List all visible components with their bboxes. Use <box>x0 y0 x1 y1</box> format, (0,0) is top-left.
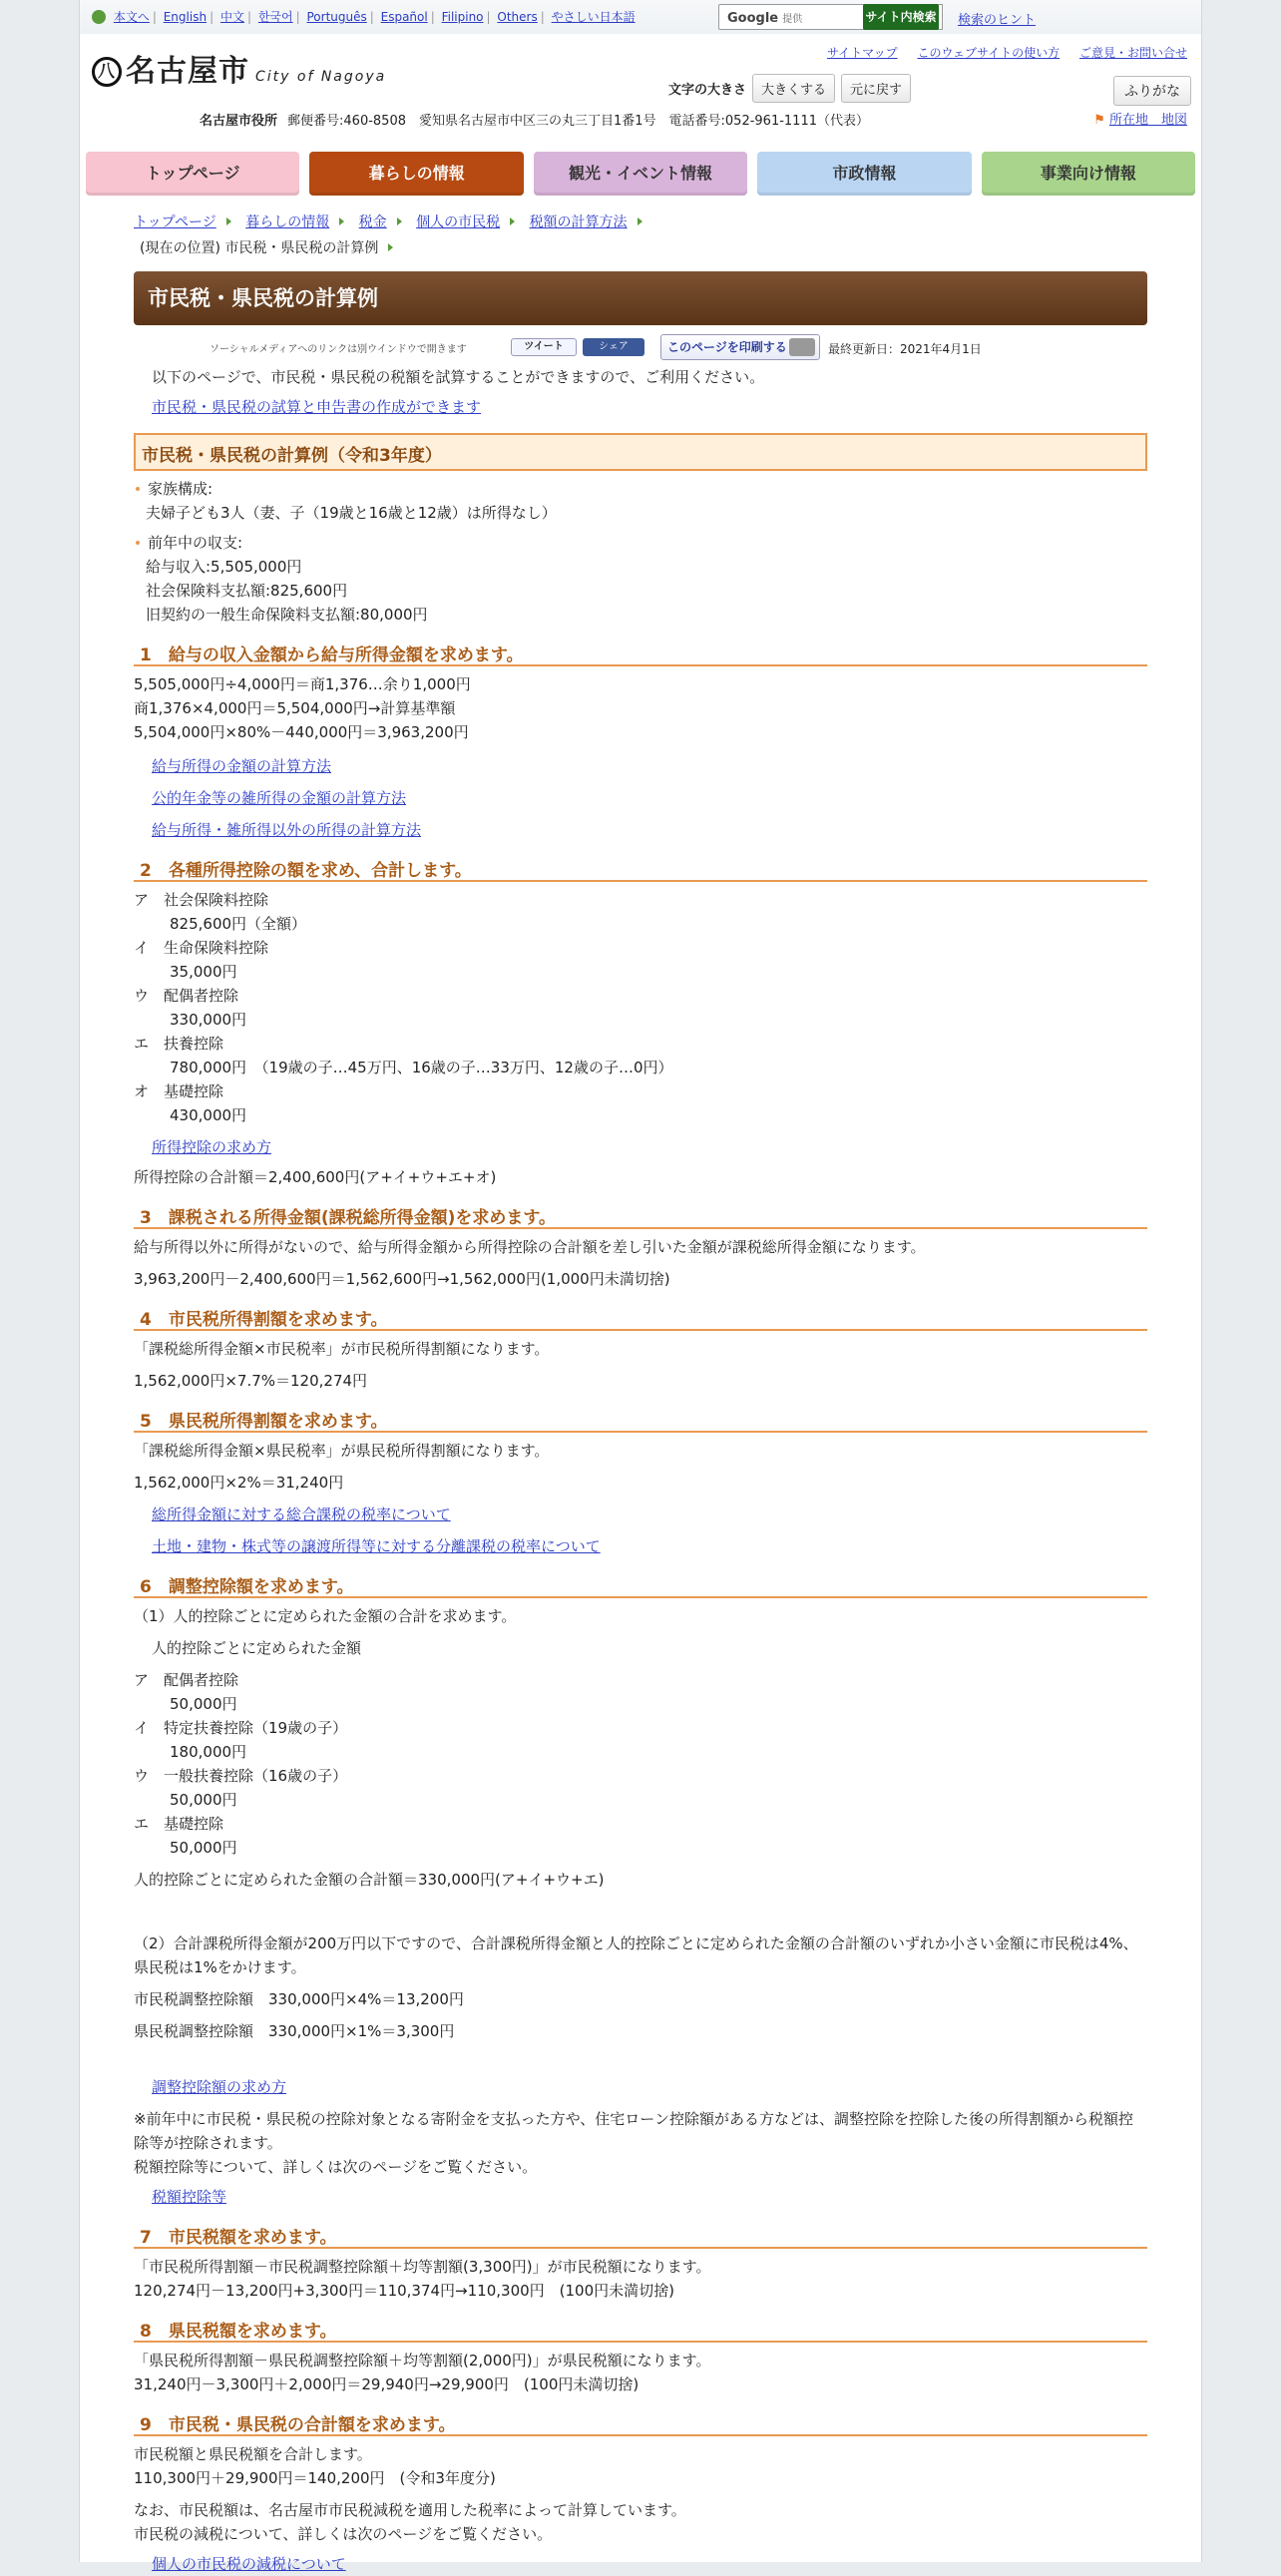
lang-link[interactable]: Filipino <box>441 10 484 24</box>
deduction-item: ウ 一般扶養控除（16歳の子） <box>134 1767 348 1785</box>
nav-citygov[interactable]: 市政情報 <box>757 152 971 196</box>
income-block <box>134 531 1147 627</box>
top-bar <box>80 0 1201 34</box>
font-reset-button[interactable]: 元に戻す <box>841 74 911 103</box>
deduction-item: エ 扶養控除 <box>134 1035 224 1053</box>
step7-body <box>134 2255 1147 2303</box>
font-larger-button[interactable]: 大きくする <box>752 74 835 103</box>
lang-link[interactable]: 中文 <box>219 10 244 24</box>
globe-icon <box>92 10 106 24</box>
deduction-amount: 35,000円 <box>170 963 237 981</box>
deduction-total: 所得控除の合計額＝2,400,600円(ア+イ+ウ+エ+オ) <box>134 1168 497 1186</box>
deduction-item: イ 生命保険料控除 <box>134 939 269 957</box>
step-heading: 4 市民税所得割額を求めます。 <box>134 1305 1147 1331</box>
deduction-amount: 780,000円 （19歳の子…45万円、16歳の子…33万円、12歳の子…0円） <box>170 1059 673 1076</box>
note-text: 市民税の減税について、詳しくは次のページをご覧ください。 <box>134 2525 553 2543</box>
site-logo[interactable] <box>92 46 386 90</box>
search-hint-link[interactable]: 検索のヒント <box>958 13 1037 28</box>
howto-link[interactable]: このウェブサイトの使い方 <box>917 46 1061 60</box>
income-label: 前年中の収支: <box>134 531 1147 555</box>
map-link-text[interactable]: 所在地 地図 <box>1108 113 1187 128</box>
language-links: 本文へ | English | 中文 | 한국어 | Português | Español | Filipino | Others | やさしい日本語 <box>92 8 636 25</box>
nagoya-emblem-icon: 八 <box>92 57 122 87</box>
facebook-share-button[interactable]: シェア <box>583 338 644 356</box>
step-heading: 1 給与の収入金額から給与所得金額を求めます。 <box>134 641 1147 666</box>
deduction-item: イ 特定扶養控除（19歳の子） <box>134 1719 348 1737</box>
map-link[interactable] <box>1093 109 1187 128</box>
breadcrumb-link[interactable]: 暮らしの情報 <box>245 215 330 230</box>
deduction-amount: 430,000円 <box>170 1106 247 1124</box>
link[interactable]: 土地・建物・株式等の譲渡所得等に対する分離課税の税率について <box>152 1537 601 1555</box>
breadcrumb-link[interactable]: トップページ <box>134 215 216 230</box>
calc-line: 市民税調整控除額 330,000円×4%＝13,200円 <box>134 1990 464 2008</box>
calc-line: 商1,376×4,000円＝5,504,000円→計算基準額 <box>134 699 456 717</box>
deduction-item: ウ 配偶者控除 <box>134 987 239 1005</box>
site-search-button[interactable]: サイト内検索 <box>863 4 939 30</box>
lang-link[interactable]: やさしい日本語 <box>551 10 636 24</box>
deduction-amount: 50,000円 <box>170 1839 237 1857</box>
step-text: 「課税総所得金額×市民税率」が市民税所得割額になります。 <box>134 1340 550 1358</box>
lang-link[interactable]: Español <box>380 10 428 24</box>
calc-line: 5,504,000円×80%－440,000円＝3,963,200円 <box>134 723 469 741</box>
step-text: 市民税額と県民税額を合計します。 <box>134 2445 372 2463</box>
deduction-item: ア 配偶者控除 <box>134 1671 239 1689</box>
page-title: 市民税・県民税の計算例 <box>134 271 1147 325</box>
deduction-amount: 50,000円 <box>170 1695 237 1713</box>
lang-link[interactable]: 本文へ <box>113 10 150 24</box>
link[interactable]: 調整控除額の求め方 <box>152 2078 287 2096</box>
step5-body <box>134 1439 1147 1558</box>
calc-line: 5,505,000円÷4,000円＝商1,376…余り1,000円 <box>134 675 471 693</box>
step-subtext: 人的控除ごとに定められた金額 <box>152 1639 362 1657</box>
deduction-amount: 330,000円 <box>170 1011 247 1029</box>
deduction-amount: 50,000円 <box>170 1791 237 1809</box>
note-text: ※前年中に市民税・県民税の控除対象となる寄附金を支払った方や、住宅ローン控除額がある方などは、調整控除を控除した後の所得割額から税額控除等が控除されます。 <box>134 2110 1133 2152</box>
step-heading: 6 調整控除額を求めます。 <box>134 1572 1147 1598</box>
lang-link[interactable]: Others <box>497 10 538 24</box>
lang-link[interactable]: Português <box>306 10 367 24</box>
step-text: 給与所得以外に所得がないので、給与所得金額から所得控除の合計額を差し引いた金額が課税総所得金額になります。 <box>134 1238 926 1256</box>
income-line: 社会保険料支払額:825,600円 <box>146 582 348 600</box>
printer-icon <box>789 338 815 356</box>
intro-text: 以下のページで、市民税・県民税の税額を試算することができますので、ご利用ください。 <box>152 368 765 386</box>
google-label: Google <box>727 11 779 26</box>
deduction-amount: 180,000円 <box>170 1743 247 1761</box>
step-heading: 7 市民税額を求めます。 <box>134 2223 1147 2249</box>
font-size-label: 文字の大きさ <box>668 83 747 98</box>
step1-body <box>134 672 1147 842</box>
office-address <box>200 110 869 129</box>
family-block <box>134 477 1147 525</box>
step6-body <box>134 1604 1147 2209</box>
family-text: 夫婦子ども3人（妻、子（19歳と16歳と12歳）は所得なし） <box>146 504 557 522</box>
nav-living[interactable]: 暮らしの情報 <box>309 152 523 196</box>
print-button[interactable] <box>660 334 820 360</box>
breadcrumb-link[interactable]: 個人の市民税 <box>416 215 501 230</box>
deduction-item: オ 基礎控除 <box>134 1082 224 1100</box>
step-heading: 5 県民税所得割額を求めます。 <box>134 1407 1147 1433</box>
step-text: （2）合計課税所得金額が200万円以下ですので、合計課税所得金額と人的控除ごとに定められた金額の合計額のいずれか小さい金額に市民税は4%、県民税は1%をかけます。 <box>134 1934 1138 1976</box>
step-heading: 9 市民税・県民税の合計額を求めます。 <box>134 2410 1147 2436</box>
link[interactable]: 税額控除等 <box>152 2188 227 2206</box>
tweet-button[interactable]: ツイート <box>511 338 577 356</box>
note-text: なお、市民税額は、名古屋市市民税減税を適用した税率によって計算しています。 <box>134 2501 686 2519</box>
income-line: 旧契約の一般生命保険料支払額:80,000円 <box>146 606 428 624</box>
office-name: 名古屋市役所 <box>200 114 278 129</box>
header <box>80 34 1201 152</box>
step-heading: 2 各種所得控除の額を求め、合計します。 <box>134 856 1147 882</box>
calc-line: 110,300円＋29,900円＝140,200円 (令和3年度分) <box>134 2469 496 2487</box>
main-content <box>80 271 1201 2576</box>
page-meta-bar <box>134 333 1147 361</box>
social-note: ソーシャルメディアへのリンクは別ウインドウで開きます <box>210 344 467 355</box>
link[interactable]: 給与所得・雑所得以外の所得の計算方法 <box>152 821 422 839</box>
step9-body <box>134 2442 1147 2576</box>
deduction-item: ア 社会保険料控除 <box>134 891 269 909</box>
print-label: このページを印刷する <box>667 340 787 354</box>
link[interactable]: 個人の市民税の減税について <box>152 2555 346 2573</box>
utility-links <box>811 44 1187 61</box>
search-placeholder: 提供 <box>782 14 803 25</box>
address-text: 郵便番号:460-8508 愛知県名古屋市中区三の丸三丁目1番1号 電話番号:052-961-1111（代表） <box>287 114 869 129</box>
logo-en: City of Nagoya <box>255 69 387 85</box>
step-text: 「市民税所得割額－市民税調整控除額＋均等割額(3,300円)」が市民税額になります。 <box>134 2258 711 2276</box>
calc-line: 3,963,200円－2,400,600円＝1,562,600円→1,562,000円(1,000円未満切捨) <box>134 1270 670 1288</box>
calc-line: 31,240円－3,300円＋2,000円＝29,940円→29,900円 (100円未満切捨) <box>134 2375 640 2393</box>
deduction-amount: 825,600円（全額） <box>170 915 307 933</box>
link[interactable]: 所得控除の求め方 <box>152 1138 272 1156</box>
step-heading: 8 県民税額を求めます。 <box>134 2317 1147 2343</box>
link[interactable]: 公的年金等の雑所得の金額の計算方法 <box>152 789 407 807</box>
note-text: 税額控除等について、詳しくは次のページをご覧ください。 <box>134 2158 538 2176</box>
font-size-control <box>668 74 911 103</box>
global-nav <box>80 152 1201 196</box>
step-text: 「課税総所得金額×県民税率」が県民税所得割額になります。 <box>134 1442 550 1460</box>
step-text: （1）人的控除ごとに定められた金額の合計を求めます。 <box>134 1607 517 1625</box>
calc-line: 1,562,000円×2%＝31,240円 <box>134 1474 344 1492</box>
calc-line: 1,562,000円×7.7%＝120,274円 <box>134 1372 368 1390</box>
step3-body <box>134 1235 1147 1291</box>
contact-link[interactable]: ご意見・お問い合せ <box>1078 46 1187 60</box>
logo-name: 名古屋市 <box>126 54 249 89</box>
lang-link[interactable]: 한국어 <box>257 10 293 24</box>
intro-link[interactable] <box>134 395 1147 419</box>
step-heading: 3 課税される所得金額(課税総所得金額)を求めます。 <box>134 1203 1147 1229</box>
step8-body <box>134 2349 1147 2396</box>
family-label: 家族構成: <box>134 477 1147 501</box>
nav-business[interactable]: 事業向け情報 <box>982 152 1195 196</box>
intro-link-text[interactable]: 市民税・県民税の試算と申告書の作成ができます <box>152 398 482 416</box>
furigana-button[interactable]: ふりがな <box>1113 76 1191 106</box>
link[interactable]: 総所得金額に対する総合課税の税率について <box>152 1505 451 1523</box>
page <box>79 0 1202 2573</box>
calc-line: 120,274円－13,200円+3,300円＝110,374円→110,300円 (100円未満切捨) <box>134 2282 674 2300</box>
lang-link[interactable]: English <box>163 10 208 24</box>
nav-tourism[interactable]: 観光・イベント情報 <box>534 152 747 196</box>
calc-line: 県民税調整控除額 330,000円×1%＝3,300円 <box>134 2022 455 2040</box>
deduction-item: エ 基礎控除 <box>134 1815 224 1833</box>
sitemap-link[interactable]: サイトマップ <box>826 46 898 60</box>
adjust-total: 人的控除ごとに定められた金額の合計額＝330,000円(ア+イ+ウ+エ) <box>134 1871 605 1889</box>
nav-top[interactable]: トップページ <box>86 152 299 196</box>
step2-body <box>134 888 1147 1189</box>
section-heading: 市民税・県民税の計算例（令和3年度） <box>134 433 1147 471</box>
flag-icon: ⚑ <box>1093 113 1105 128</box>
current-location: (現在の位置) 市民税・県民税の計算例 <box>140 240 379 256</box>
last-updated: 最終更新日：2021年4月1日 <box>828 342 982 356</box>
link[interactable]: 給与所得の金額の計算方法 <box>152 757 332 775</box>
breadcrumb-link[interactable]: 税金 <box>358 215 387 230</box>
income-line: 給与収入:5,505,000円 <box>146 558 302 576</box>
step-text: 「県民税所得割額－県民税調整控除額＋均等割額(2,000円)」が県民税額になります。 <box>134 2352 711 2369</box>
breadcrumb-link[interactable]: 税額の計算方法 <box>529 215 628 230</box>
breadcrumb <box>80 196 1201 261</box>
step4-body <box>134 1337 1147 1393</box>
